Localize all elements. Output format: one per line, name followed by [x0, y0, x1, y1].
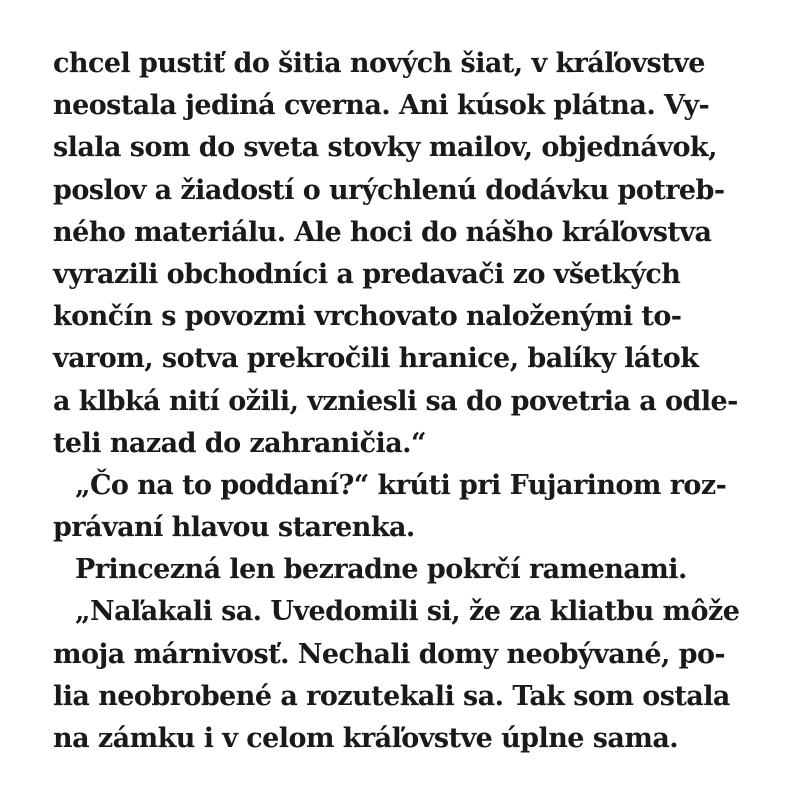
- text-line: teli nazad do zahraničia.“: [53, 427, 426, 459]
- text-line: poslov a žiadostí o urýchlenú dodávku potreb-: [53, 174, 725, 206]
- body-text: [53, 43, 753, 760]
- text-line: na zámku i v celom kráľovstve úplne sama.: [53, 723, 679, 754]
- text-line: slala som do sveta stovky mailov, objednávok,: [53, 132, 717, 164]
- text-line: lia neobrobené a rozutekali sa. Tak som ostala: [53, 680, 730, 712]
- text-line: ného materiálu. Ale hoci do nášho kráľovstva: [53, 216, 712, 248]
- text-line: moja márnivosť. Nechali domy neobývané, po-: [53, 638, 726, 670]
- text-line: vyrazili obchodníci a predavači zo všetkých: [53, 258, 681, 290]
- paragraph-start-line: „Naľakali sa. Uvedomili si, že za kliatbu môže: [75, 596, 740, 628]
- text-line: varom, sotva prekročili hranice, balíky látok: [53, 343, 699, 375]
- text-line: neostala jediná cverna. Ani kúsok plátna. Vy-: [53, 90, 710, 122]
- text-line: právaní hlavou starenka.: [53, 512, 415, 544]
- paragraph-start-line: „Čo na to poddaní?“ krúti pri Fujarinom roz-: [75, 469, 727, 501]
- paragraph-start-line: Princezná len bezradne pokrčí ramenami.: [75, 554, 687, 586]
- text-line: končín s povozmi vrchovato naloženými to-: [53, 301, 682, 333]
- text-line: chcel pustiť do šitia nových šiat, v kráľovstve: [53, 48, 705, 79]
- text-line: a klbká nití ožili, vzniesli sa do povetria a odle-: [53, 385, 738, 417]
